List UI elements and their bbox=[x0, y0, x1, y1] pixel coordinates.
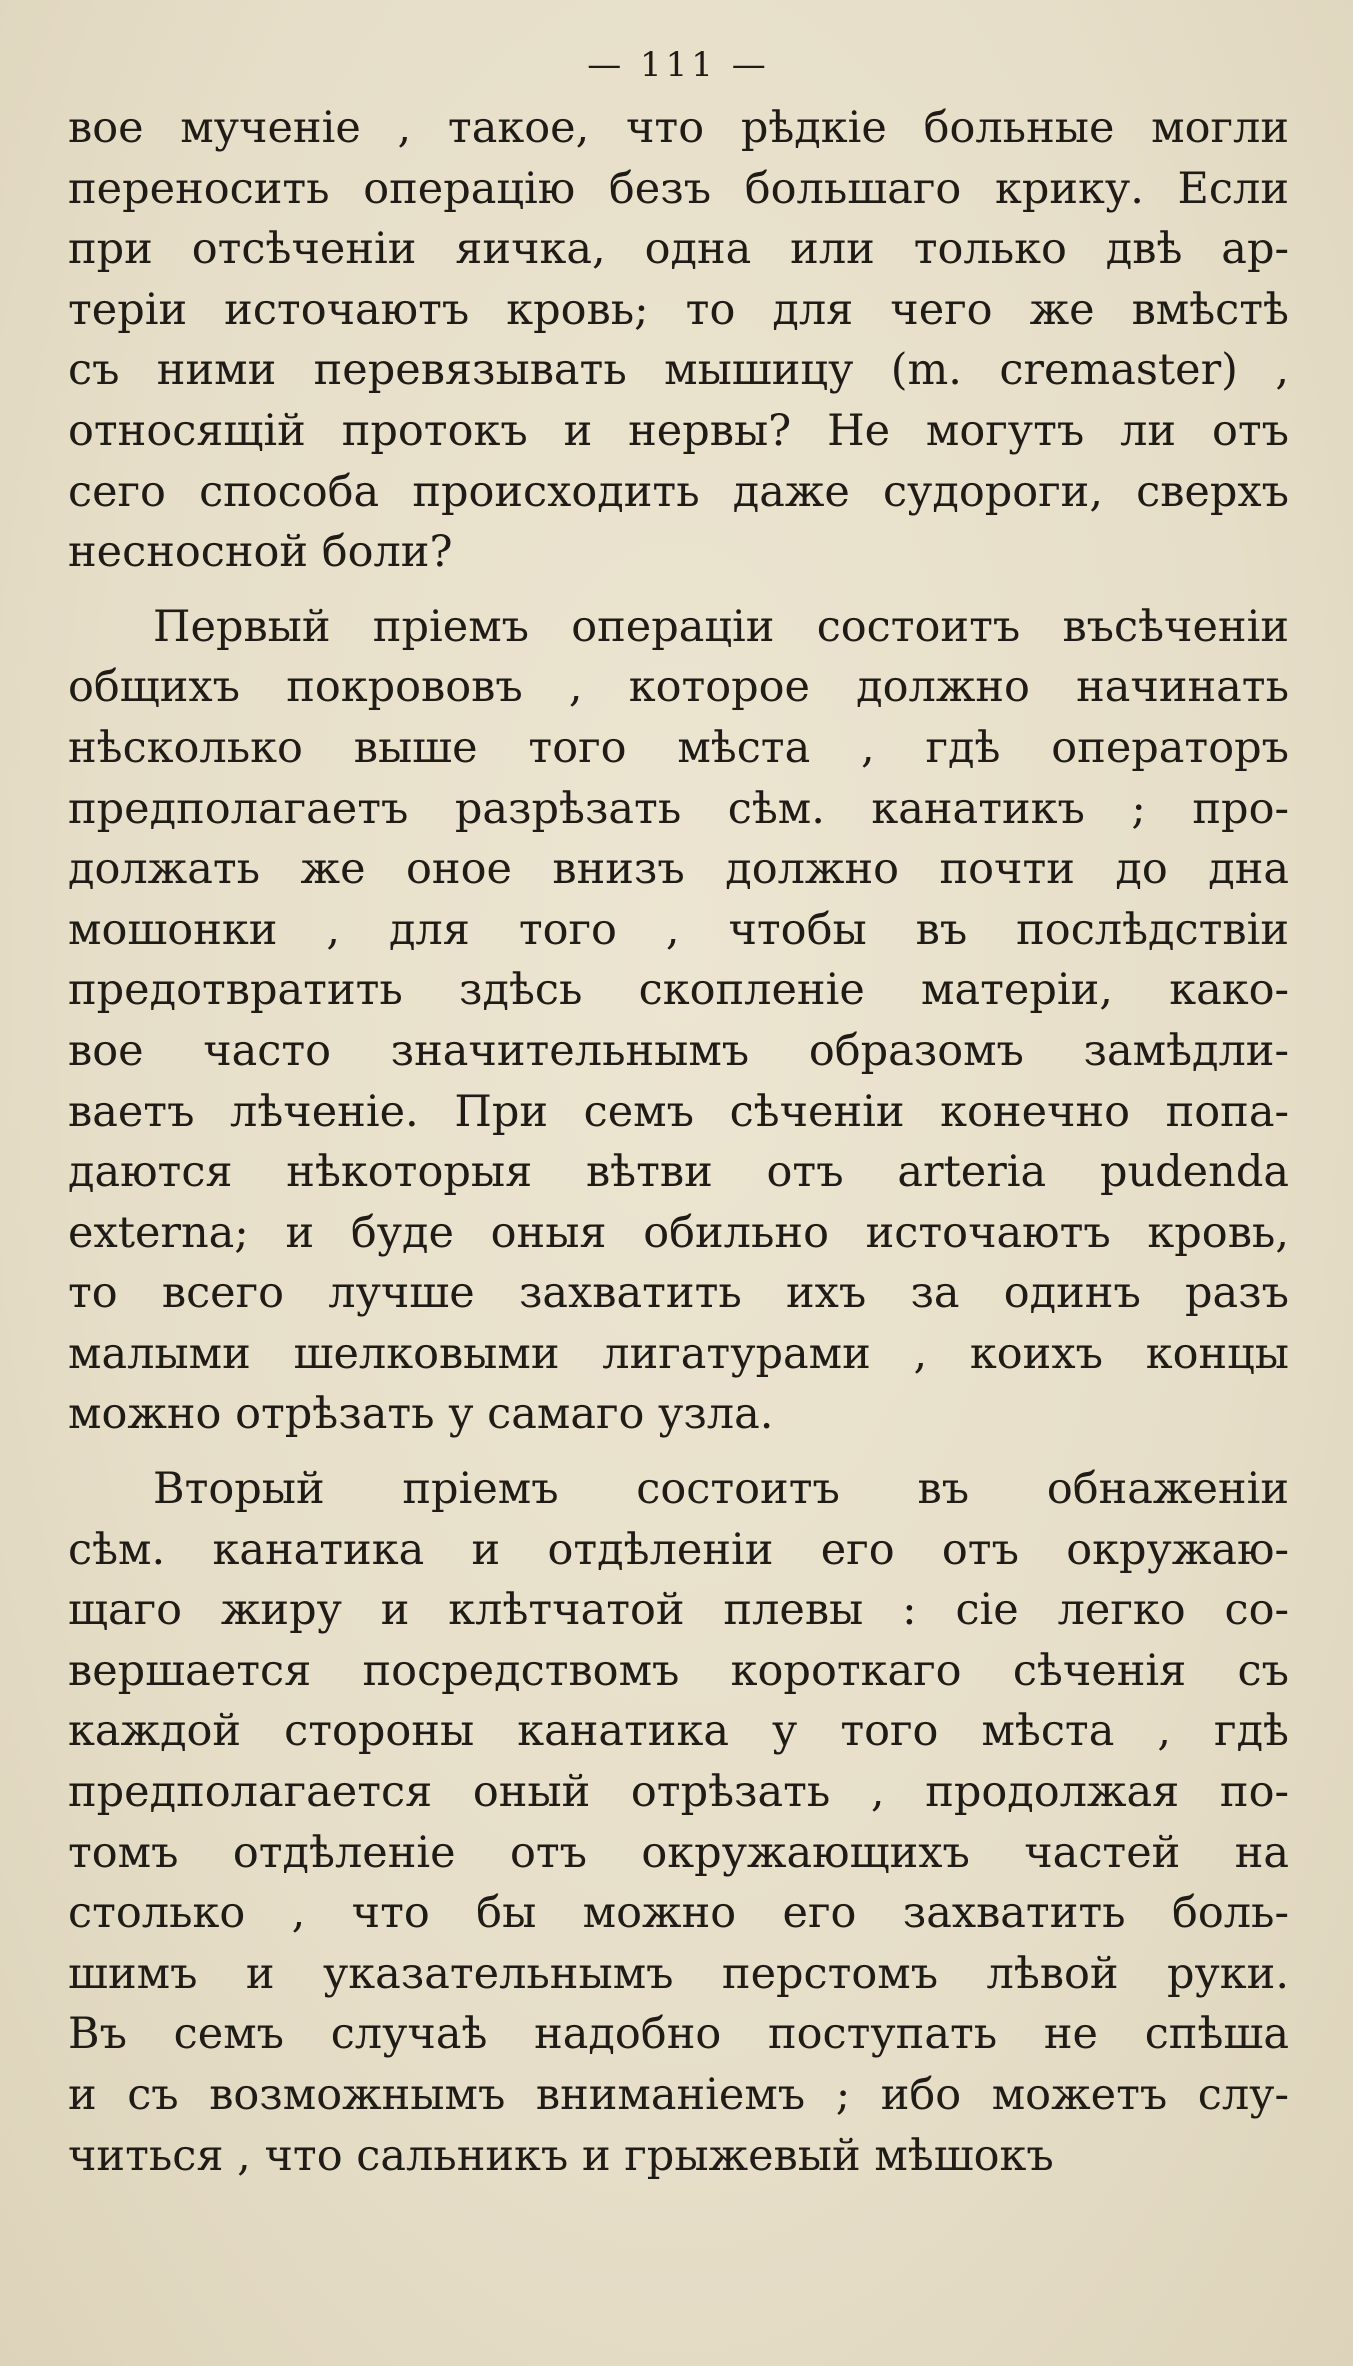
text-line: ваетъ лѣченіе. При семъ сѣченіи конечно попа- bbox=[68, 1086, 1289, 1137]
text-line: предотвратить здѣсь скопленіе матеріи, како- bbox=[68, 965, 1289, 1016]
text-line: несносной боли? bbox=[68, 527, 453, 578]
text-line: Первый пріемъ операціи состоитъ въсѣченіи bbox=[153, 601, 1289, 652]
text-line: шимъ и указательнымъ перстомъ лѣвой руки. bbox=[68, 1948, 1289, 1999]
text-line: Въ семъ случаѣ надобно поступать не спѣша bbox=[68, 2009, 1289, 2060]
text-line: сего способа происходить даже судороги, сверхъ bbox=[68, 466, 1289, 517]
text-line: общихъ покрововъ , которое должно начинать bbox=[68, 662, 1289, 713]
text-line: читься , что сальникъ и грыжевый мѣшокъ bbox=[68, 2130, 1054, 2181]
text-line: предполагаетъ разрѣзать сѣм. канатикъ ; про- bbox=[68, 783, 1289, 834]
text-line: нѣсколько выше того мѣста , гдѣ операторъ bbox=[68, 722, 1289, 773]
text-line: вершается посредствомъ короткаго сѣченія съ bbox=[68, 1645, 1289, 1696]
text-line: каждой стороны канатика у того мѣста , гдѣ bbox=[68, 1706, 1289, 1757]
text-line: сѣм. канатика и отдѣленіи его отъ окружаю- bbox=[68, 1524, 1289, 1575]
text-line: при отсѣченіи яичка, одна или только двѣ ар- bbox=[68, 224, 1289, 275]
paragraph-gap bbox=[68, 583, 1289, 597]
text-line: предполагается оный отрѣзать , продолжая по- bbox=[68, 1767, 1289, 1818]
text-line: мошонки , для того , чтобы въ послѣдствіи bbox=[68, 904, 1289, 955]
text-line: и съ возможнымъ вниманіемъ ; ибо можетъ слу- bbox=[68, 2070, 1289, 2120]
text-line: переносить операцію безъ большаго крику. Если bbox=[68, 163, 1289, 214]
text-line: вое часто значительнымъ образомъ замѣдли- bbox=[68, 1025, 1289, 1076]
text-line: малыми шелковыми лигатурами , коихъ концы bbox=[68, 1328, 1289, 1379]
text-line: щаго жиру и клѣтчатой плевы : сіе легко со- bbox=[68, 1585, 1289, 1636]
page-body bbox=[68, 98, 1289, 2186]
text-line: относящій протокъ и нервы? Не могутъ ли отъ bbox=[68, 405, 1289, 456]
text-line: можно отрѣзать у самаго узла. bbox=[68, 1389, 774, 1440]
paragraph bbox=[68, 1459, 1289, 2186]
text-line: съ ними перевязывать мышицу (m. cremaster) , bbox=[68, 345, 1289, 396]
text-line: вое мученіе , такое, что рѣдкіе больные могли bbox=[68, 103, 1289, 153]
page-number: — 111 — bbox=[587, 45, 770, 85]
text-line: столько , что бы можно его захватить боль- bbox=[68, 1888, 1289, 1939]
paragraph-gap bbox=[68, 1445, 1289, 1459]
text-line: даются нѣкоторыя вѣтви отъ arteria pudenda bbox=[68, 1147, 1289, 1198]
paragraph bbox=[68, 98, 1289, 583]
text-line: томъ отдѣленіе отъ окружающихъ частей на bbox=[68, 1827, 1289, 1878]
text-line: должать же оное внизъ должно почти до дна bbox=[68, 844, 1289, 895]
text-line: то всего лучше захватить ихъ за одинъ разъ bbox=[68, 1268, 1289, 1319]
text-line: теріи источаютъ кровь; то для чего же вмѣстѣ bbox=[68, 284, 1289, 335]
text-line: externa; и буде оныя обильно источаютъ кровь, bbox=[68, 1207, 1289, 1258]
paragraph bbox=[68, 597, 1289, 1445]
text-line: Вторый пріемъ состоитъ въ обнаженіи bbox=[153, 1464, 1289, 1515]
